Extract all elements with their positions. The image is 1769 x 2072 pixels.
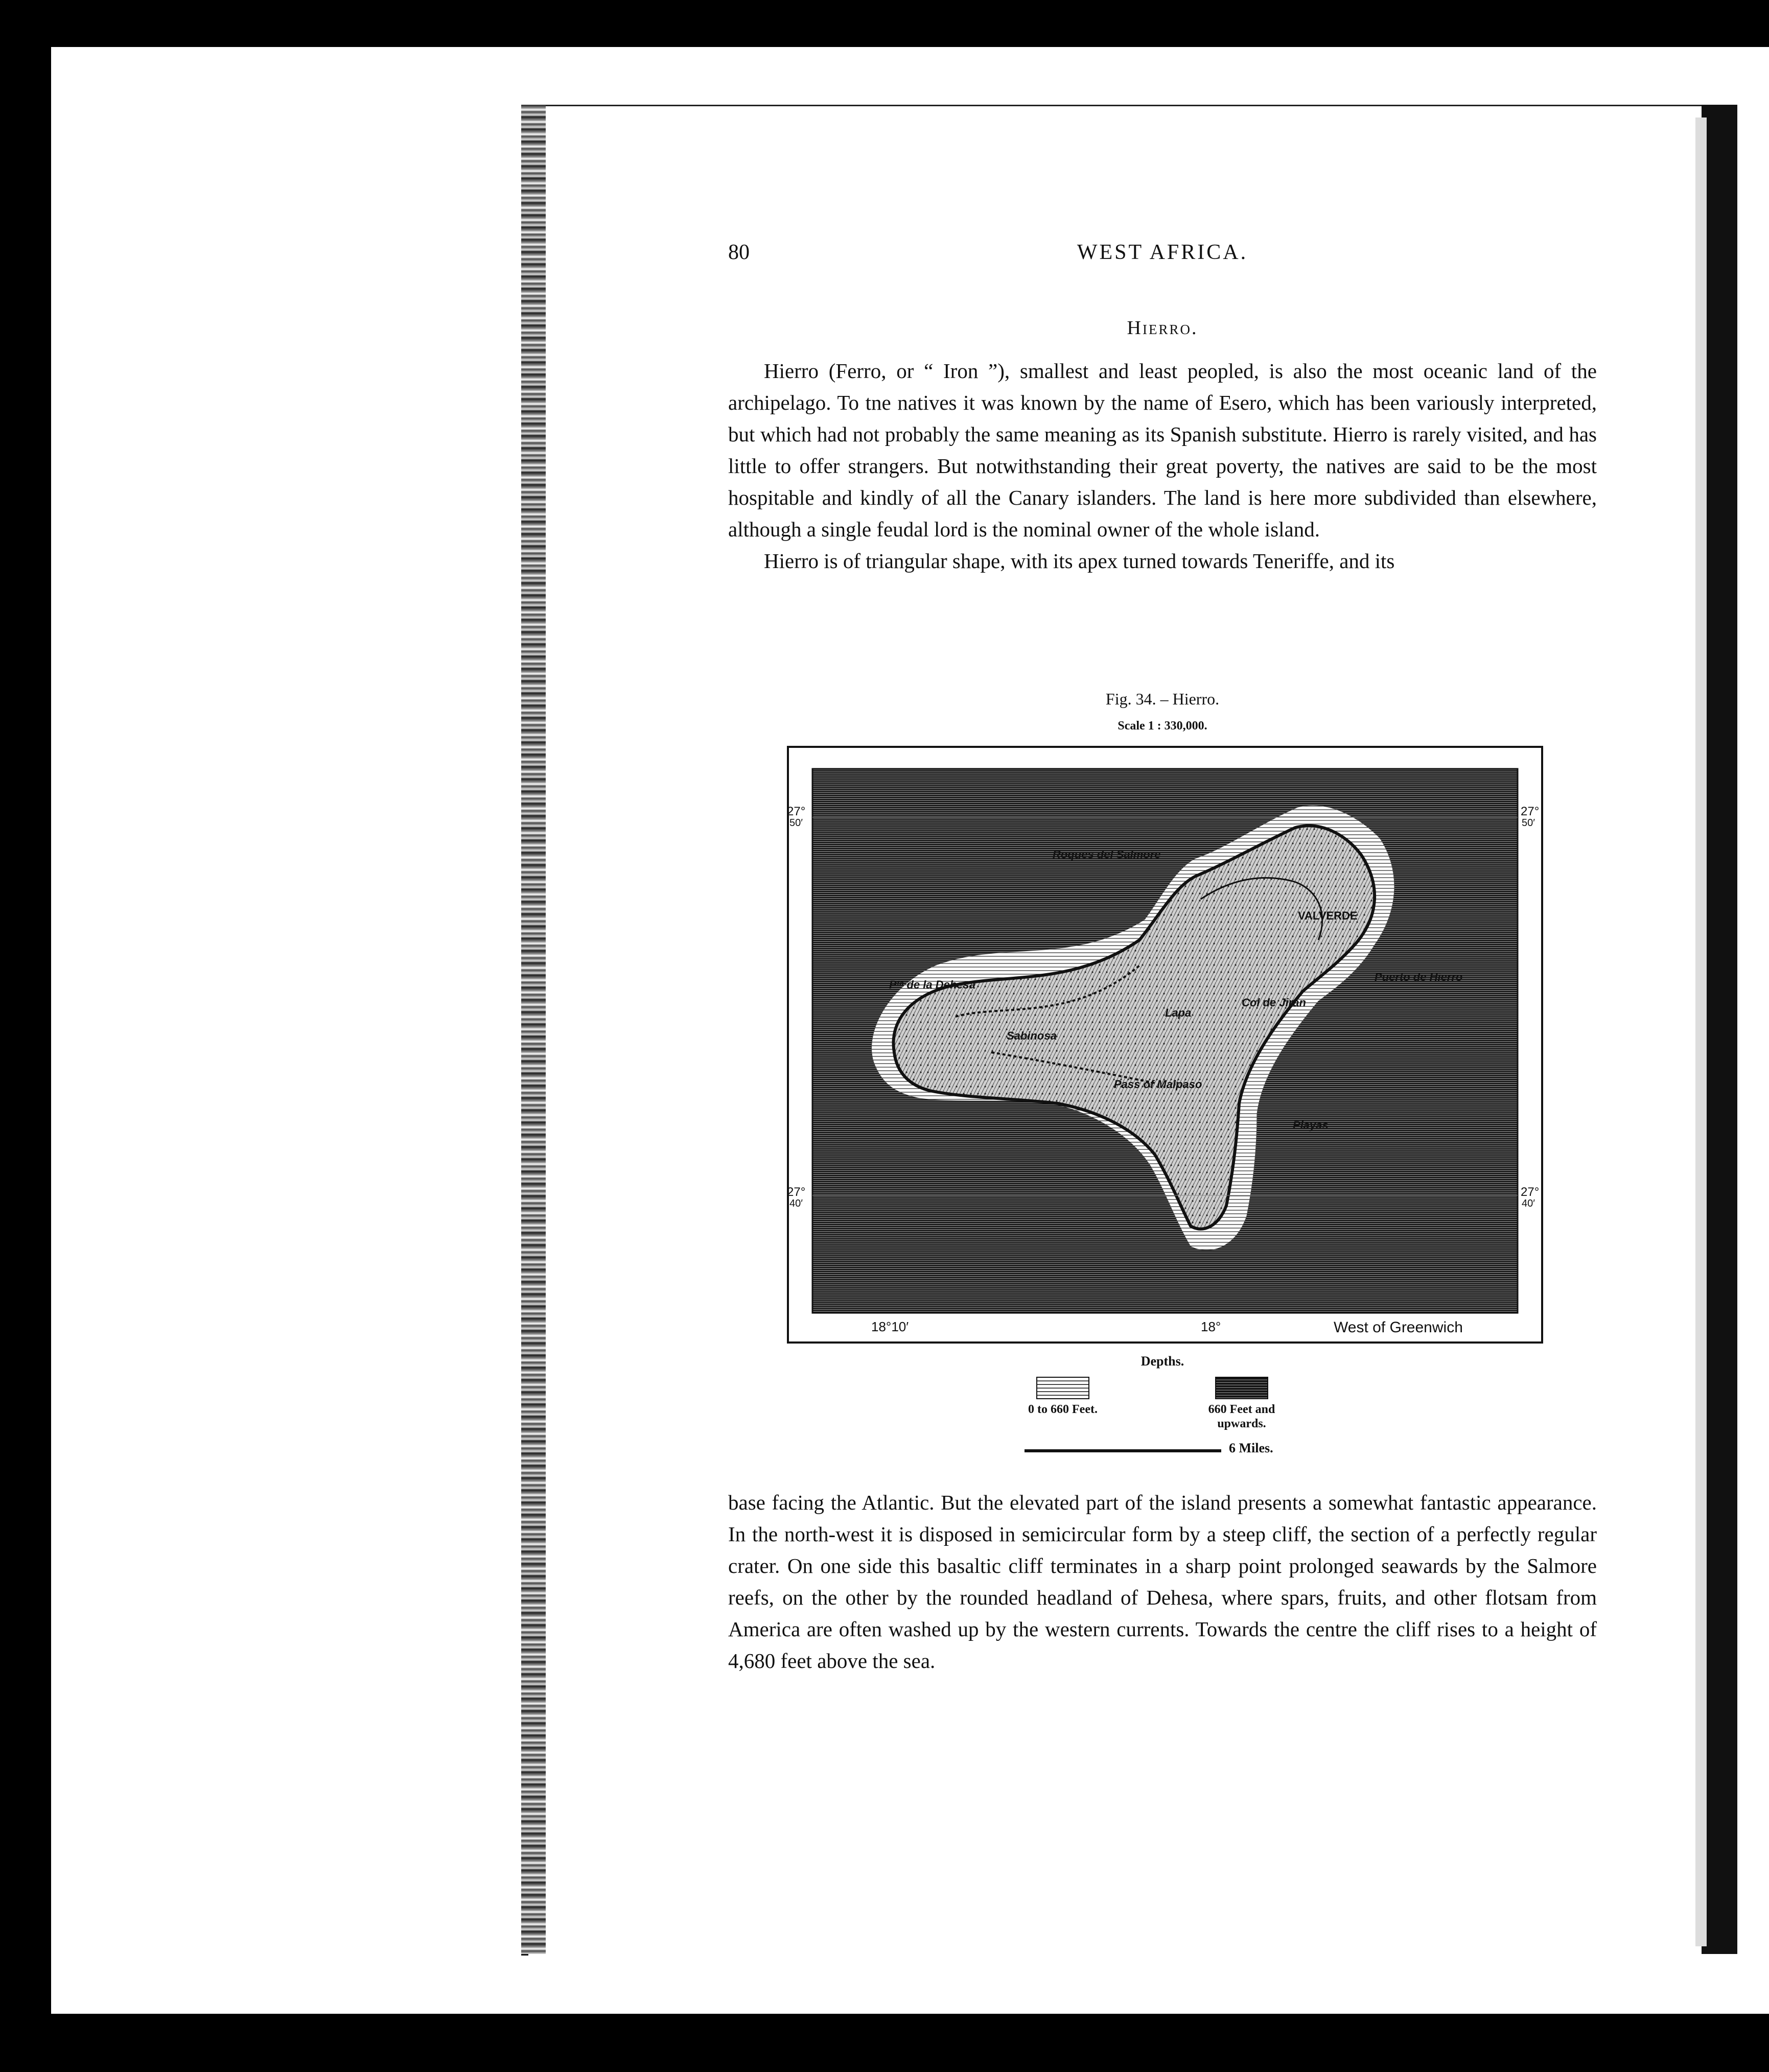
right-book-edge <box>1702 105 1737 1954</box>
page-number: 80 <box>728 241 750 264</box>
legend-deep <box>1191 1377 1293 1431</box>
label-lapa: Lapa <box>1165 1006 1192 1019</box>
figure-scale: Scale 1 : 330,000. <box>1118 719 1207 733</box>
label-col-de-jiran: Col de Jiran <box>1242 996 1306 1009</box>
legend-title: Depths. <box>1140 1354 1184 1369</box>
legend-shallow-swatch <box>1036 1377 1089 1399</box>
figure-caption: Fig. 34. – Hierro. <box>1105 690 1220 708</box>
label-valverde: VALVERDE <box>1298 909 1358 922</box>
coord-lat-40-right-deg: 27° <box>1521 1185 1540 1199</box>
label-playas: Playas <box>1293 1119 1329 1132</box>
paragraph-2: Hierro is of triangular shape, with its apex turned towards Teneriffe, and its <box>764 549 1395 573</box>
text-block-top <box>728 355 1597 577</box>
coord-lon-18-10: 18°10′ <box>871 1319 909 1334</box>
label-punta-dehesa: Pᵗᵃ de la Dehesa <box>889 978 975 991</box>
section-heading: Hierro. <box>1127 317 1198 339</box>
legend-deep-swatch <box>1215 1377 1268 1399</box>
coord-lon-18: 18° <box>1201 1319 1221 1334</box>
page-edge-texture <box>521 105 546 1954</box>
coord-lat-50-left-deg: 27° <box>787 805 806 818</box>
running-head <box>728 240 1597 276</box>
coord-lat-40-left-min: 40′ <box>789 1198 803 1209</box>
label-roques-del-salmore: Roques del Salmore <box>1053 848 1161 861</box>
coord-lat-50-left-min: 50′ <box>789 817 803 829</box>
running-title: WEST AFRICA. <box>1077 241 1248 264</box>
map-graphic <box>787 746 1543 1344</box>
scale-bar <box>1025 1449 1221 1452</box>
paragraph-1: Hierro (Ferro, or “ Iron ”), smallest and least peopled, is also the most oceanic land of the archipelago. To tne natives it was known by the name of Esero, which has been variously interpreted, but which had not probably the same meaning as its Spanish substitute. Hierro is rarely visited, and has little to offer strangers. But notwithstanding their great poverty, the natives are said to be the most hospitable and kindly of all the Canary islanders. The land is here more subdivided than elsewhere, although a single feudal lord is the nominal owner of the whole island. <box>728 359 1597 541</box>
label-sabinosa: Sabinosa <box>1007 1029 1057 1042</box>
coord-lat-50-right-deg: 27° <box>1521 805 1540 818</box>
legend-shallow <box>1022 1377 1104 1417</box>
coord-lat-40-right-min: 40′ <box>1522 1198 1535 1209</box>
hierro-map <box>787 746 1543 1344</box>
text-block-bottom <box>728 1487 1597 1677</box>
label-puerto-de-hierro: Puerto de Hierro <box>1375 971 1463 983</box>
scale-bar-label: 6 Miles. <box>1229 1441 1273 1455</box>
coord-lat-40-left-deg: 27° <box>787 1185 806 1199</box>
legend-shallow-label: 0 to 660 Feet. <box>1028 1403 1098 1416</box>
coord-west-of-greenwich: West of Greenwich <box>1334 1319 1463 1336</box>
label-pass-of-malpaso: Pass of Malpaso <box>1114 1078 1202 1091</box>
legend-deep-label: 660 Feet and upwards. <box>1208 1403 1275 1430</box>
paragraph-3: base facing the Atlantic. But the elevated part of the island presents a somewhat fantastic appearance. In the north-west it is disposed in semicircular form by a steep cliff, the section of a perfectly regular crater. On one side this basaltic cliff terminates in a sharp point prolonged seawards by the Salmore reefs, on the other by the rounded headland of Dehesa, where spars, fruits, and other flotsam from America are often washed up by the western currents. Towards the centre the cliff rises to a height of 4,680 feet above the sea. <box>728 1491 1597 1673</box>
right-page-margin <box>1695 117 1707 1946</box>
coord-lat-50-right-min: 50′ <box>1522 817 1535 829</box>
bottom-scan-band <box>0 2014 1769 2072</box>
